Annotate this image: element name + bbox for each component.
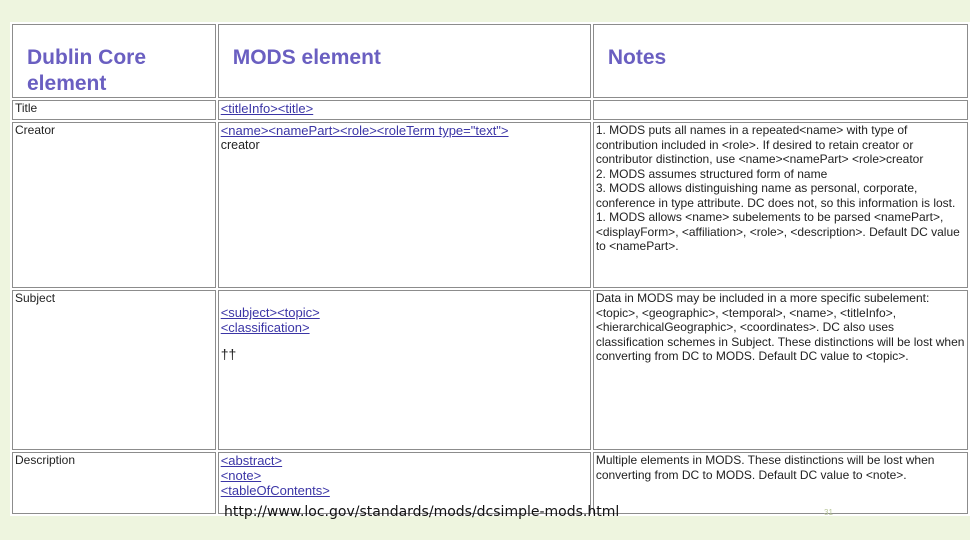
notes-cell <box>593 122 968 288</box>
mods-link[interactable]: <note> <box>220 468 262 483</box>
table-row <box>12 100 968 120</box>
note-line: 1. MODS allows <name> subelements to be parsed <namePart>, <displayForm>, <affiliation>, <role>, <description>. Default DC value to <namePart>. <box>595 210 960 253</box>
table-header-row <box>12 24 968 98</box>
notes-cell <box>593 452 968 514</box>
table-row <box>12 122 968 288</box>
header-notes: Notes <box>593 24 968 98</box>
mods-link[interactable]: <name><namePart><role><roleTerm type="text"> <box>220 123 509 138</box>
table-row <box>12 290 968 450</box>
header-mods-element: MODS element <box>218 24 591 98</box>
mods-link[interactable]: <tableOfContents> <box>220 483 330 498</box>
mods-link[interactable]: <titleInfo><title> <box>220 101 314 116</box>
dc-mods-mapping-table <box>10 22 970 516</box>
note-line: Data in MODS may be included in a more specific subelement: <topic>, <geographic>, <temporal>, <name>, <titleInfo>, <hierarchicalGeographic>, <coordinates>. DC also uses classification schemes in Subject. These distinctions will be lost when converting from DC to MODS. Default DC value to <topic>. <box>595 291 965 363</box>
dc-cell: Description <box>12 452 216 514</box>
mods-cell <box>218 100 591 120</box>
mods-cell <box>218 122 591 288</box>
notes-cell <box>593 100 968 120</box>
note-line: Multiple elements in MODS. These distinctions will be lost when converting from DC to MODS. Default DC value to <note>. <box>595 453 935 482</box>
header-dublin-core: Dublin Core element <box>12 24 216 98</box>
dc-cell: Subject <box>12 290 216 450</box>
source-url: http://www.loc.gov/standards/mods/dcsimple-mods.html <box>224 504 620 520</box>
mods-link[interactable]: <subject><topic> <box>220 305 320 320</box>
notes-cell <box>593 290 968 450</box>
note-line: 1. MODS puts all names in a repeated<name> with type of contribution included in <role>. If desired to retain creator or contributor distinction, use <name><namePart> <role>creator <box>595 123 924 166</box>
page-number: 31 <box>824 508 833 517</box>
mods-cell <box>218 290 591 450</box>
mapping-table-screenshot <box>12 24 965 498</box>
dc-cell: Creator <box>12 122 216 288</box>
dagger-footnote-mark: †† <box>220 346 237 362</box>
note-line: 3. MODS allows distinguishing name as personal, corporate, conference in type attribute. DC does not, so this information is lost. <box>595 181 956 210</box>
note-line: 2. MODS assumes structured form of name <box>595 166 828 181</box>
dc-cell: Title <box>12 100 216 120</box>
mods-link[interactable]: <classification> <box>220 320 310 335</box>
mods-link[interactable]: <abstract> <box>220 453 283 468</box>
mods-text: creator <box>220 138 260 152</box>
